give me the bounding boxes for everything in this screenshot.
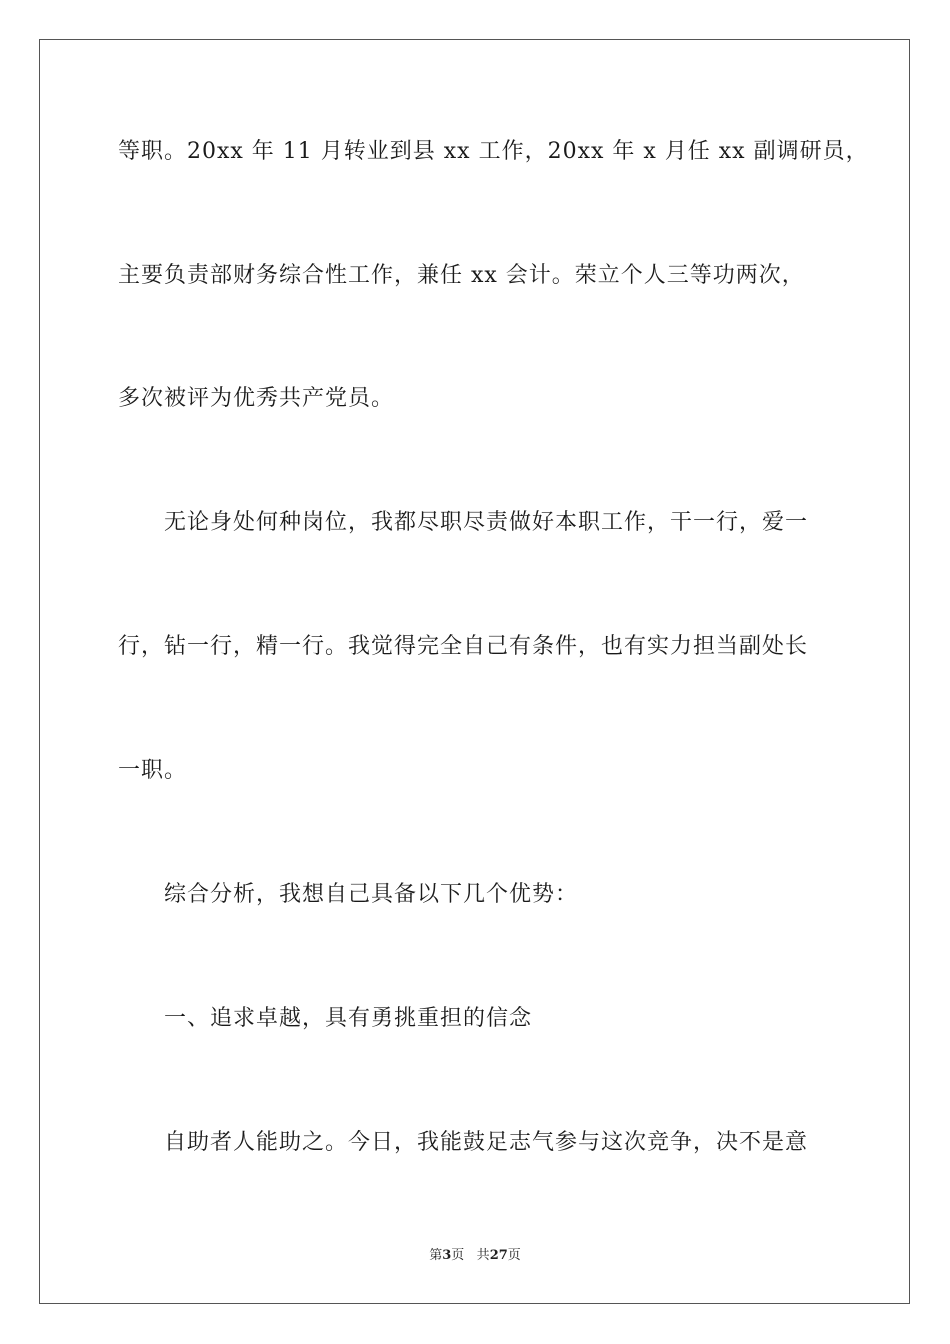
body-line-9: 自助者人能助之。今日，我能鼓足志气参与这次竞争，决不是意 bbox=[164, 1130, 809, 1155]
total-suffix: 页 bbox=[507, 1248, 521, 1263]
body-line-6: 一职。 bbox=[118, 758, 188, 783]
page-border bbox=[39, 39, 910, 1304]
page-suffix: 页 bbox=[451, 1248, 465, 1263]
total-prefix: 共 bbox=[476, 1248, 490, 1263]
body-line-5: 行，钻一行，精一行。我觉得完全自己有条件，也有实力担当副处长 bbox=[118, 634, 809, 659]
body-line-3: 多次被评为优秀共产党员。 bbox=[118, 386, 395, 411]
body-line-4: 无论身处何种岗位，我都尽职尽责做好本职工作，干一行，爱一 bbox=[164, 510, 809, 535]
body-line-2: 主要负责部财务综合性工作，兼任 xx 会计。荣立个人三等功两次， bbox=[118, 263, 805, 288]
page-footer bbox=[0, 1247, 950, 1265]
current-page-number: 3 bbox=[442, 1248, 452, 1263]
section-heading: 一、追求卓越，具有勇挑重担的信念 bbox=[164, 1006, 533, 1031]
page-prefix: 第 bbox=[429, 1248, 443, 1263]
body-line-7: 综合分析，我想自己具备以下几个优势： bbox=[164, 882, 579, 907]
total-page-count: 27 bbox=[489, 1248, 508, 1263]
body-line-1: 等职。20xx 年 11 月转业到县 xx 工作，20xx 年 x 月任 xx 副调研员， bbox=[118, 139, 869, 164]
